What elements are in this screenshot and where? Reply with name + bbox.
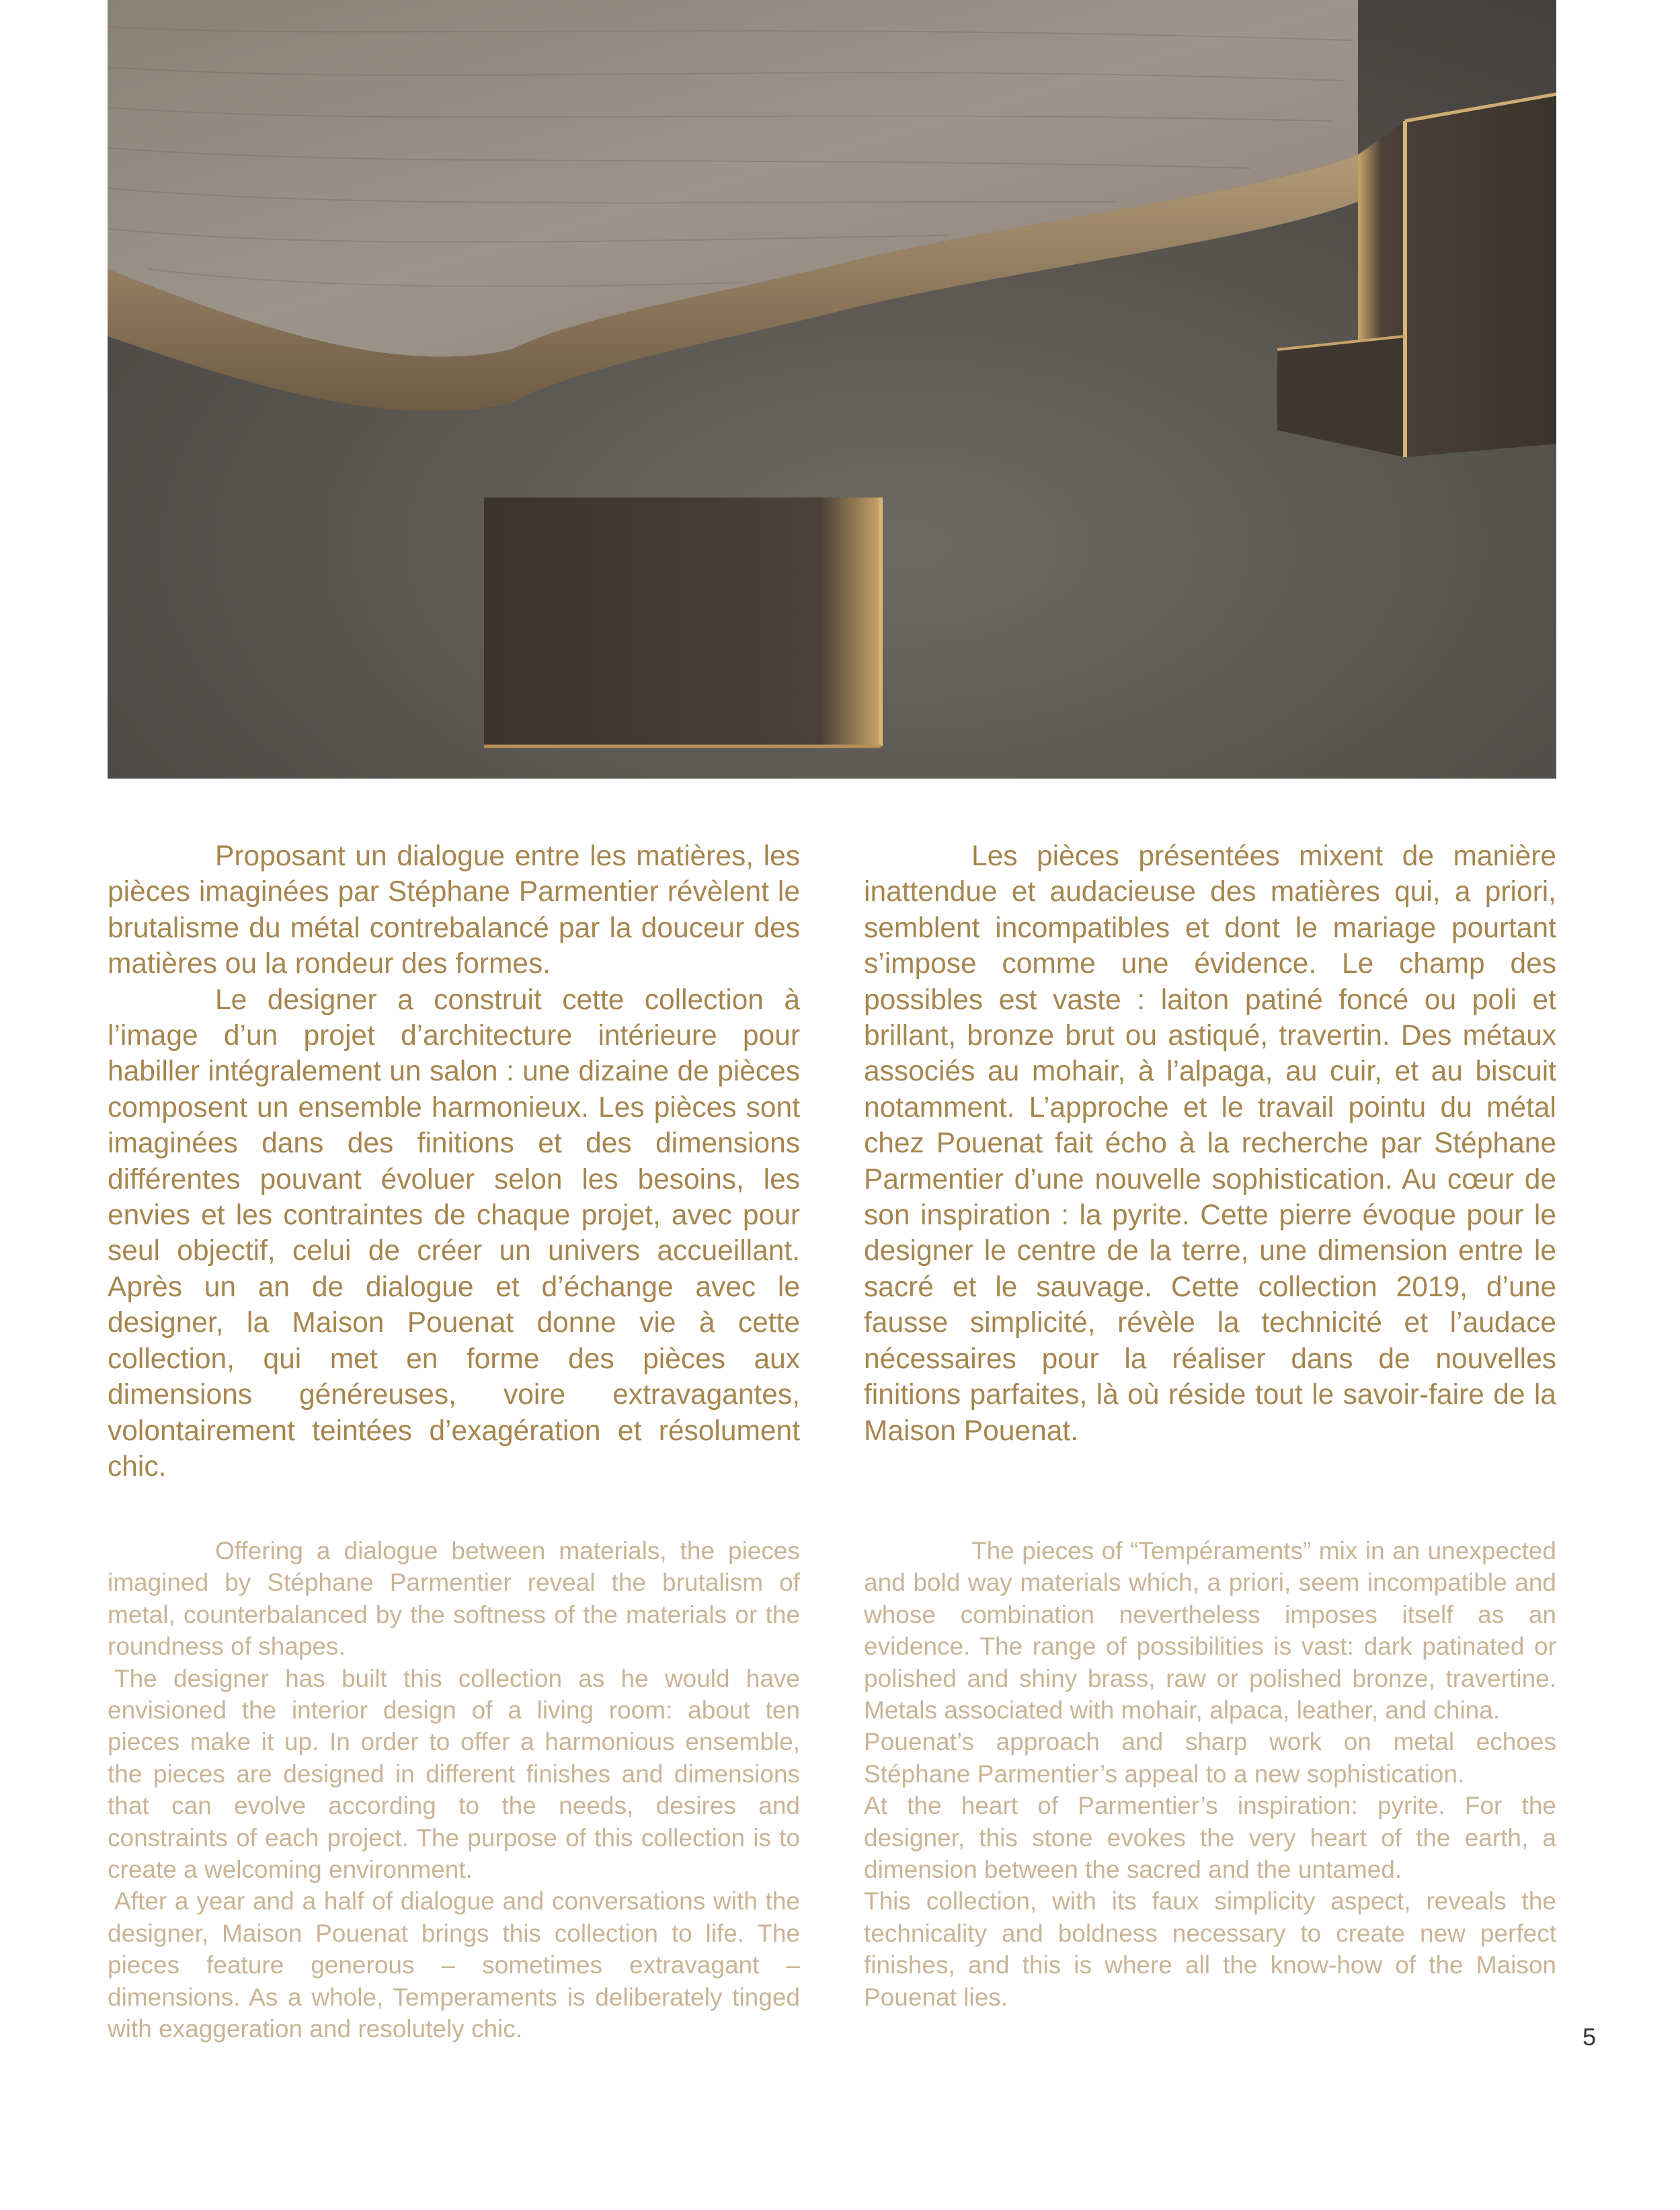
- french-text-left-column: [108, 838, 800, 1485]
- french-left-paragraph: Le designer a construit cette collection à l’image d’un projet d’architecture intérieure pour habiller intégralement un salon : une dizaine de pièces composent un ensemble harmonieux. Les pièces sont imaginées dans des finitions et des dimensions différentes pouvant évoluer selon les besoins, les envies et les contraintes de chaque projet, avec pour seul objectif, celui de créer un univers accueillant. Après un an de dialogue et d’échange avec le designer, la Maison Pouenat donne vie à cette collection, qui met en forme des pièces aux dimensions généreuses, voire extravagantes, volontairement teintées d’exagération et résolument chic.: [108, 984, 800, 1483]
- english-left-paragraph: After a year and a half of dialogue and conversations with the designer, Maison Pouenat brings this collection to life. The pieces feature generous – sometimes extravagant – dimensions. As a whole, Temperaments is deliberately tinged with exaggeration and resolutely chic.: [108, 1887, 800, 2043]
- english-right-paragraph: At the heart of Parmentier’s inspiration: pyrite. For the designer, this stone evokes the very heart of the earth, a dimension between the sacred and the untamed.: [864, 1792, 1556, 1884]
- english-text-right-column: [864, 1535, 1556, 2013]
- english-right-paragraph: The pieces of “Tempéraments” mix in an unexpected and bold way materials which, a priori, seem incompatible and whose combination nevertheless imposes itself as an evidence. The range of possibilities is vast: dark patinated or polished and shiny brass, raw or polished bronze, travertine. Metals associated with mohair, alpaca, leather, and china.: [864, 1537, 1556, 1725]
- english-left-paragraph: Offering a dialogue between materials, the pieces imagined by Stéphane Parmentier reveal the brutalism of metal, counterbalanced by the softness of the materials or the roundness of shapes.: [108, 1537, 800, 1661]
- page-number: 5: [1583, 2023, 1597, 2051]
- table-detail-photo: [108, 0, 1556, 779]
- english-text-left-column: [108, 1535, 800, 2045]
- english-right-paragraph: This collection, with its faux simplicity aspect, reveals the technicality and boldness necessary to create new perfect finishes, and this is where all the know-how of the Maison Pouenat lies.: [864, 1887, 1556, 2011]
- french-text-right-column: [864, 838, 1556, 1449]
- english-right-paragraph: Pouenat’s approach and sharp work on metal echoes Stéphane Parmentier’s appeal to a new sophistication.: [864, 1728, 1556, 1788]
- french-left-paragraph: Proposant un dialogue entre les matières, les pièces imaginées par Stéphane Parmentier révèlent le brutalisme du métal contrebalancé par la douceur des matières ou la rondeur des formes.: [108, 840, 800, 980]
- english-left-paragraph: The designer has built this collection as he would have envisioned the interior design of a living room: about ten pieces make it up. In order to offer a harmonious ensemble, the pieces are designed in different finishes and dimensions that can evolve according to the needs, desires and constraints of each project. The purpose of this collection is to create a welcoming environment.: [108, 1664, 800, 1884]
- french-right-paragraph: Les pièces présentées mixent de manière inattendue et audacieuse des matières qui, a priori, semblent incompatibles et dont le mariage pourtant s’impose comme une évidence. Le champ des possibles est vaste : laiton patiné foncé ou poli et brillant, bronze brut ou astiqué, travertin. Des métaux associés au mohair, à l’alpaga, au cuir, et au biscuit notamment. L’approche et le travail pointu du métal chez Pouenat fait écho à la recherche par Stéphane Parmentier d’une nouvelle sophistication. Au cœur de son inspiration : la pyrite. Cette pierre évoque pour le designer le centre de la terre, une dimension entre le sacré et le sauvage. Cette collection 2019, d’une fausse simplicité, révèle la technicité et l’audace nécessaires pour la réaliser dans de nouvelles finitions parfaites, là où réside tout le savoir-faire de la Maison Pouenat.: [864, 840, 1556, 1447]
